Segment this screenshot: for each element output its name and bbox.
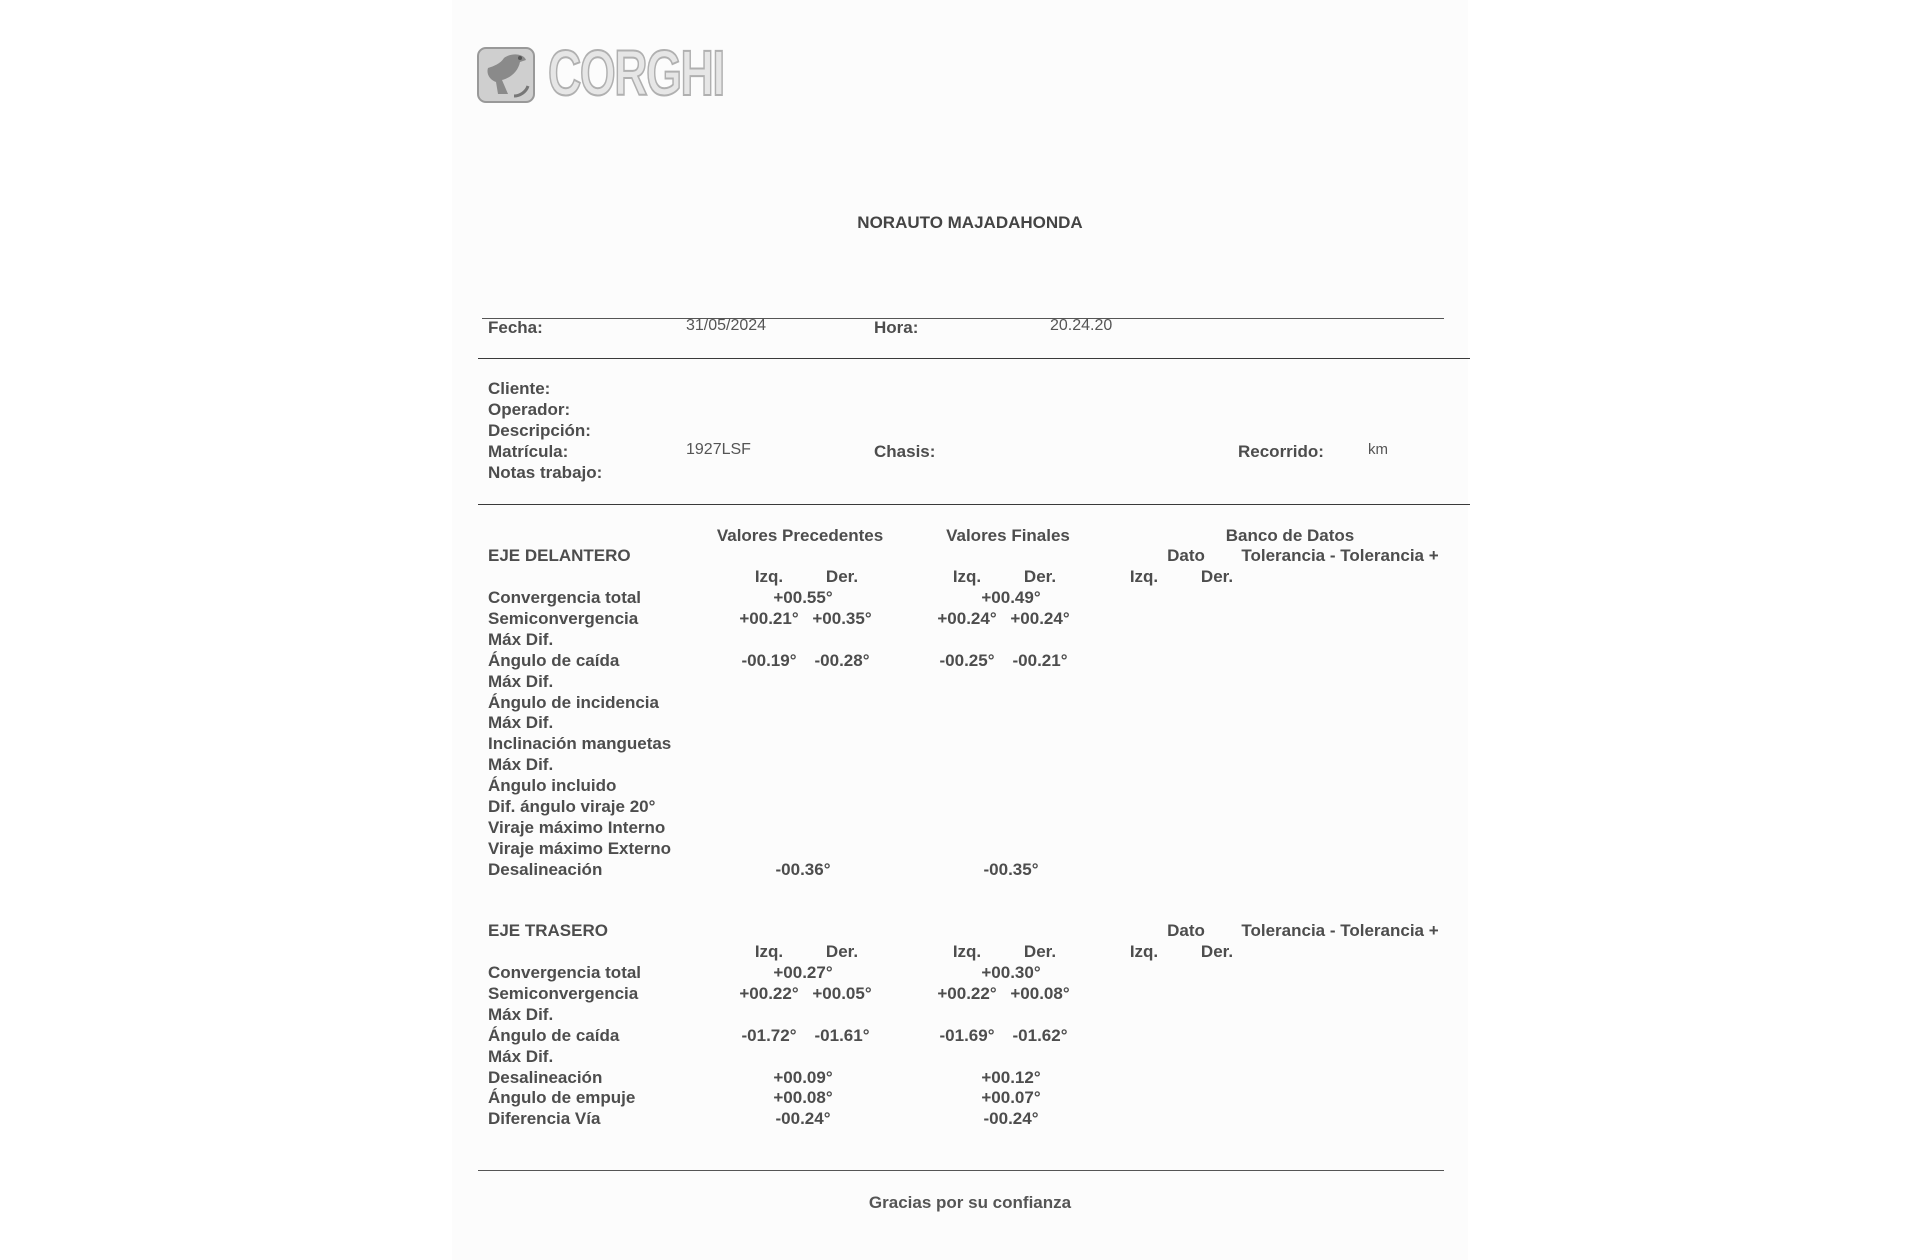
rear-axle-title: EJE TRASERO	[488, 921, 608, 940]
value-final-izq: -00.25°	[939, 650, 995, 670]
value-final-total: +00.12°	[981, 1067, 1041, 1087]
value-final-izq: +00.22°	[937, 983, 997, 1003]
row-label: Ángulo incluido	[488, 776, 617, 796]
col-bank-header: Banco de Datos	[1225, 526, 1355, 545]
row-label: Máx Dif.	[488, 713, 554, 733]
recorrido-label: Recorrido:	[1238, 442, 1324, 461]
value-prev-izq: +00.22°	[739, 983, 799, 1003]
value-prev-der: -00.28°	[814, 650, 870, 670]
footer-message: Gracias por su confianza	[868, 1193, 1072, 1212]
cliente-label: Cliente:	[488, 379, 551, 398]
col-prev-header: Valores Precedentes	[716, 526, 884, 545]
col-izq: Izq.	[754, 567, 784, 586]
col-der: Der.	[1200, 942, 1234, 961]
row-label: Inclinación manguetas	[488, 734, 672, 754]
row-label: Convergencia total	[488, 588, 642, 607]
value-prev-izq: -00.19°	[741, 650, 797, 670]
value-final-izq: +00.24°	[937, 608, 997, 628]
divider	[478, 1170, 1444, 1171]
value-final-der: -00.21°	[1012, 650, 1068, 670]
divider	[478, 358, 1470, 359]
notas-label: Notas trabajo:	[488, 463, 603, 482]
col-dato-header: Dato	[1167, 921, 1205, 940]
value-prev-der: +00.05°	[812, 983, 872, 1003]
row-label: Dif. ángulo viraje 20°	[488, 797, 656, 816]
col-der: Der.	[1023, 567, 1057, 586]
row-label: Semiconvergencia	[488, 608, 639, 628]
corghi-bird-logo-icon	[474, 44, 538, 106]
value-final-der: -01.62°	[1012, 1025, 1068, 1045]
col-der: Der.	[1200, 567, 1234, 586]
row-label: Viraje máximo Externo	[488, 838, 671, 858]
divider	[482, 318, 1444, 319]
value-prev-izq: -01.72°	[741, 1025, 797, 1045]
row-label: Ángulo de incidencia	[488, 692, 659, 712]
divider	[478, 504, 1470, 505]
front-axle-title: EJE DELANTERO	[488, 546, 631, 565]
brand-name: CORGHI	[548, 37, 724, 109]
col-tol-header: Tolerancia - Tolerancia +	[1241, 921, 1439, 940]
row-label: Máx Dif.	[488, 629, 554, 649]
matricula-value: 1927LSF	[686, 441, 751, 458]
hora-label: Hora:	[874, 318, 919, 337]
row-label: Desalineación	[488, 859, 603, 879]
row-label: Ángulo de caída	[488, 650, 620, 670]
fecha-value: 31/05/2024	[686, 317, 767, 334]
operador-label: Operador:	[488, 400, 571, 419]
value-final-total: +00.07°	[981, 1088, 1041, 1108]
row-label: Máx Dif.	[488, 671, 554, 691]
row-label: Máx Dif.	[488, 755, 554, 775]
descripcion-label: Descripción:	[488, 421, 591, 440]
value-final-total: -00.24°	[983, 1109, 1039, 1129]
value-final-der: +00.08°	[1010, 983, 1070, 1003]
col-izq: Izq.	[952, 567, 982, 586]
col-der: Der.	[1023, 942, 1057, 961]
row-label: Diferencia Vía	[488, 1109, 601, 1129]
matricula-label: Matrícula:	[488, 442, 569, 461]
row-label: Desalineación	[488, 1067, 603, 1087]
col-izq: Izq.	[1129, 567, 1159, 586]
value-prev-der: -01.61°	[814, 1025, 870, 1045]
col-izq: Izq.	[1129, 942, 1159, 961]
col-dato-header: Dato	[1167, 546, 1205, 565]
row-label: Convergencia total	[488, 963, 642, 982]
row-label: Viraje máximo Interno	[488, 817, 666, 837]
corghi-logo	[474, 37, 724, 109]
row-label: Máx Dif.	[488, 1046, 554, 1066]
page-title: NORAUTO MAJADAHONDA	[857, 213, 1083, 232]
col-izq: Izq.	[754, 942, 784, 961]
chasis-label: Chasis:	[874, 442, 936, 461]
value-prev-total: +00.09°	[773, 1067, 833, 1087]
col-final-header: Valores Finales	[946, 526, 1070, 545]
value-final-total: +00.49°	[981, 588, 1041, 607]
value-final-total: -00.35°	[983, 859, 1039, 879]
row-label: Ángulo de caída	[488, 1025, 620, 1045]
col-der: Der.	[825, 942, 859, 961]
row-label: Ángulo de empuje	[488, 1088, 636, 1108]
value-final-total: +00.30°	[981, 963, 1041, 982]
recorrido-unit: km	[1368, 441, 1388, 458]
value-prev-izq: +00.21°	[739, 608, 799, 628]
value-final-izq: -01.69°	[939, 1025, 995, 1045]
col-tol-header: Tolerancia - Tolerancia +	[1241, 546, 1439, 565]
printed-sheet	[452, 0, 1468, 1260]
value-prev-total: +00.55°	[773, 588, 833, 607]
row-label: Semiconvergencia	[488, 983, 639, 1003]
col-der: Der.	[825, 567, 859, 586]
row-label: Máx Dif.	[488, 1004, 554, 1024]
value-prev-der: +00.35°	[812, 608, 872, 628]
value-prev-total: -00.24°	[775, 1109, 831, 1129]
hora-value: 20.24.20	[1050, 317, 1113, 334]
col-izq: Izq.	[952, 942, 982, 961]
fecha-label: Fecha:	[488, 318, 543, 337]
value-final-der: +00.24°	[1010, 608, 1070, 628]
value-prev-total: +00.27°	[773, 963, 833, 982]
value-prev-total: +00.08°	[773, 1088, 833, 1108]
value-prev-total: -00.36°	[775, 859, 831, 879]
